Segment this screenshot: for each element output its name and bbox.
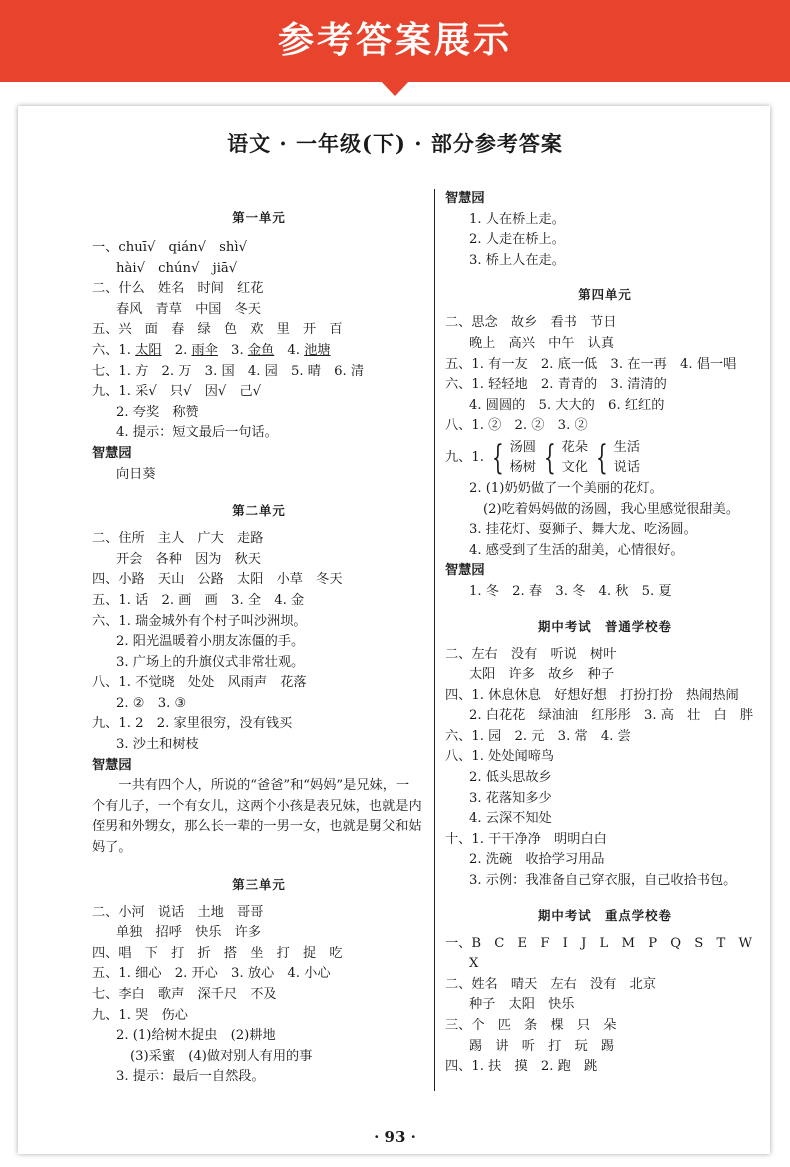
answer-fragment: 4. [274, 342, 305, 358]
answer-line: 3. 广场上的升旗仪式非常壮观。 [116, 654, 305, 670]
answer-line: (3)采蜜 (4)做对别人有用的事 [130, 1048, 313, 1064]
answer-fragment: 六、1. [92, 342, 136, 358]
banner-title: 参考答案展示 [277, 20, 512, 61]
underlined-word: 池塘 [304, 342, 331, 358]
answer-line: 3. 示例：我准备自己穿衣服，自己收拾书包。 [469, 873, 737, 889]
answer-line: 2. 白花花 绿油油 红彤彤 3. 高 壮 白 胖 [469, 708, 754, 724]
banner-pointer [380, 80, 410, 96]
answer-line: 十、1. 干干净净 明明白白 [445, 831, 607, 847]
answer-line: 二、住所 主人 广大 走路 [92, 531, 264, 547]
answer-line: 五、1. 细心 2. 开心 3. 放心 4. 小心 [92, 966, 331, 982]
word-stack [510, 438, 536, 478]
subsection-heading: 智慧园 [92, 757, 132, 773]
answer-line: 一、chuī√ qián√ shì√ [92, 240, 248, 255]
answer-line: 向日葵 [116, 466, 156, 482]
answer-line: 1. 人在桥上走。 [469, 211, 565, 227]
answer-line: 八、1. ② 2. ② 3. ② [445, 418, 588, 434]
answer-line: 三、个 匹 条 棵 只 朵 [445, 1018, 617, 1033]
answer-line: 单独 招呼 快乐 许多 [116, 925, 262, 941]
answer-line: 3. 花落知多少 [469, 790, 552, 806]
header-banner [0, 0, 790, 82]
answer-line: 九、1. 哭 伤心 [92, 1007, 188, 1023]
answer-line: 踢 讲 听 打 玩 踢 [469, 1038, 615, 1054]
answer-line: (2)吃着妈妈做的汤圆，我心里感觉很甜美。 [483, 501, 740, 517]
answer-line: 九、1. 采√ 只√ 因√ 己√ [92, 384, 262, 400]
word: 说话 [613, 459, 641, 475]
answer-line: 晚上 高兴 中午 认真 [469, 335, 615, 351]
answer-line: 4. 提示：短文最后一句话。 [116, 425, 278, 441]
page-number: · 93 · [374, 1128, 416, 1146]
answer-line: 3. 沙土和树枝 [116, 737, 199, 753]
answer-line: 2. 人走在桥上。 [469, 232, 565, 248]
word: 生活 [613, 439, 641, 455]
answer-line: 1. 冬 2. 春 3. 冬 4. 秋 5. 夏 [469, 583, 672, 599]
underlined-word: 雨伞 [191, 342, 218, 358]
word-stack [562, 438, 588, 478]
left-brace-icon: { [491, 437, 504, 478]
answer-line-underlined [92, 341, 426, 362]
left-brace-icon: { [543, 437, 556, 478]
answer-line: 2. (1)给树木捉虫 (2)耕地 [116, 1028, 276, 1044]
answer-line: 八、1. 处处闻啼鸟 [445, 749, 555, 765]
answer-line: 五、兴 面 春 绿 色 欢 里 开 百 [92, 322, 343, 338]
subsection-heading: 智慧园 [445, 191, 485, 206]
answer-line: X [469, 956, 479, 972]
answer-line: 六、1. 园 2. 元 3. 常 4. 尝 [445, 728, 631, 744]
answer-line: 2. 夸奖 称赞 [116, 404, 199, 420]
answer-line: 开会 各种 因为 秋天 [116, 551, 262, 567]
answer-line: 种子 太阳 快乐 [469, 997, 575, 1013]
section-heading: 第四单元 [578, 287, 632, 303]
answer-line: 2. 低头思故乡 [469, 770, 552, 786]
answer-line: 七、李白 歌声 深千尺 不及 [92, 987, 277, 1002]
word-stack [614, 438, 640, 478]
answer-line: 二、左右 没有 听说 树叶 [445, 646, 617, 662]
answer-line: 五、1. 话 2. 画 画 3. 全 4. 金 [92, 592, 305, 608]
underlined-word: 太阳 [135, 342, 162, 358]
section-heading: 第一单元 [232, 210, 286, 225]
subsection-heading: 智慧园 [92, 445, 132, 461]
answer-line: 3. 提示：最后一自然段。 [116, 1069, 265, 1085]
answer-line: 二、什么 姓名 时间 红花 [92, 281, 264, 297]
answer-line: 3. 挂花灯、耍狮子、舞大龙、吃汤圆。 [469, 522, 697, 538]
answer-line: 四、唱 下 打 折 搭 坐 打 捉 吃 [92, 945, 343, 961]
answer-line: 六、1. 轻轻地 2. 青青的 3. 清清的 [445, 377, 667, 393]
answer-line: 3. 桥上人在走。 [469, 252, 565, 268]
left-brace-icon: { [595, 437, 608, 478]
answer-line: 4. 感受到了生活的甜美，心情很好。 [469, 542, 684, 558]
section-heading: 期中考试 重点学校卷 [538, 907, 672, 923]
answer-line: 一、B C E F I J L M P Q S T W [445, 935, 753, 951]
word: 花朵 [561, 439, 588, 455]
right-column [445, 189, 765, 1078]
answer-line: 五、1. 有一友 2. 底一低 3. 在一再 4. 倡一唱 [445, 356, 737, 372]
answer-line: 2. ② 3. ③ [116, 695, 187, 711]
section-heading: 第三单元 [232, 876, 286, 892]
answer-line: 二、姓名 晴天 左右 没有 北京 [445, 976, 656, 992]
answer-fragment: 九、1. [445, 449, 484, 465]
word: 汤圆 [509, 439, 536, 455]
answer-line: 4. 云深不知处 [469, 811, 552, 827]
subsection-heading: 智慧园 [445, 563, 485, 579]
answer-line: hài√ chún√ jiā√ [116, 260, 238, 276]
answer-line: 春风 青草 中国 冬天 [116, 301, 262, 317]
section-heading: 第二单元 [232, 503, 286, 519]
answer-line: 四、小路 天山 公路 太阳 小草 冬天 [92, 572, 343, 588]
answer-line: 太阳 许多 故乡 种子 [469, 667, 615, 683]
answer-line: 四、1. 扶 摸 2. 跑 跳 [445, 1059, 598, 1075]
left-column [92, 206, 426, 1088]
answer-line: 2. (1)奶奶做了一个美丽的花灯。 [469, 480, 663, 496]
answer-line: 七、1. 方 2. 万 3. 国 4. 园 5. 晴 6. 清 [92, 363, 365, 379]
answer-line: 二、思念 故乡 看书 节日 [445, 315, 617, 331]
answer-line: 二、小河 说话 土地 哥哥 [92, 904, 264, 920]
answer-line: 2. 洗碗 收拾学习用品 [469, 852, 605, 868]
section-heading: 期中考试 普通学校卷 [538, 618, 672, 634]
answer-fragment: 3. [217, 342, 248, 358]
word: 文化 [561, 459, 588, 475]
answer-line: 八、1. 不觉晓 处处 风雨声 花落 [92, 675, 307, 691]
column-divider [434, 189, 435, 1091]
answer-line: 4. 圆圆的 5. 大大的 6. 红红的 [469, 397, 665, 413]
word: 杨树 [509, 459, 536, 475]
underlined-word: 金鱼 [247, 342, 275, 358]
brace-group-line [445, 437, 765, 479]
answer-line: 六、1. 瑞金城外有个村子叫沙洲坝。 [92, 613, 307, 629]
answer-fragment: 2. [161, 342, 192, 358]
answer-paragraph: 一共有四个人，所说的“爸爸”和“妈妈”是兄妹，一个有儿子，一个有女儿，这两个小孩是表兄妹，也就是内侄男和外甥女，那么长一辈的一男一女，也就是舅父和姑妈了。 [92, 778, 422, 856]
answer-line: 四、1. 休息休息 好想好想 打扮打扮 热闹热闹 [445, 687, 739, 703]
document-title: 语文 · 一年级(下) · 部分参考答案 [227, 131, 563, 156]
answer-line: 九、1. 2 2. 家里很穷，没有钱买 [92, 716, 293, 732]
answer-line: 2. 阳光温暖着小朋友冻僵的手。 [116, 634, 305, 650]
